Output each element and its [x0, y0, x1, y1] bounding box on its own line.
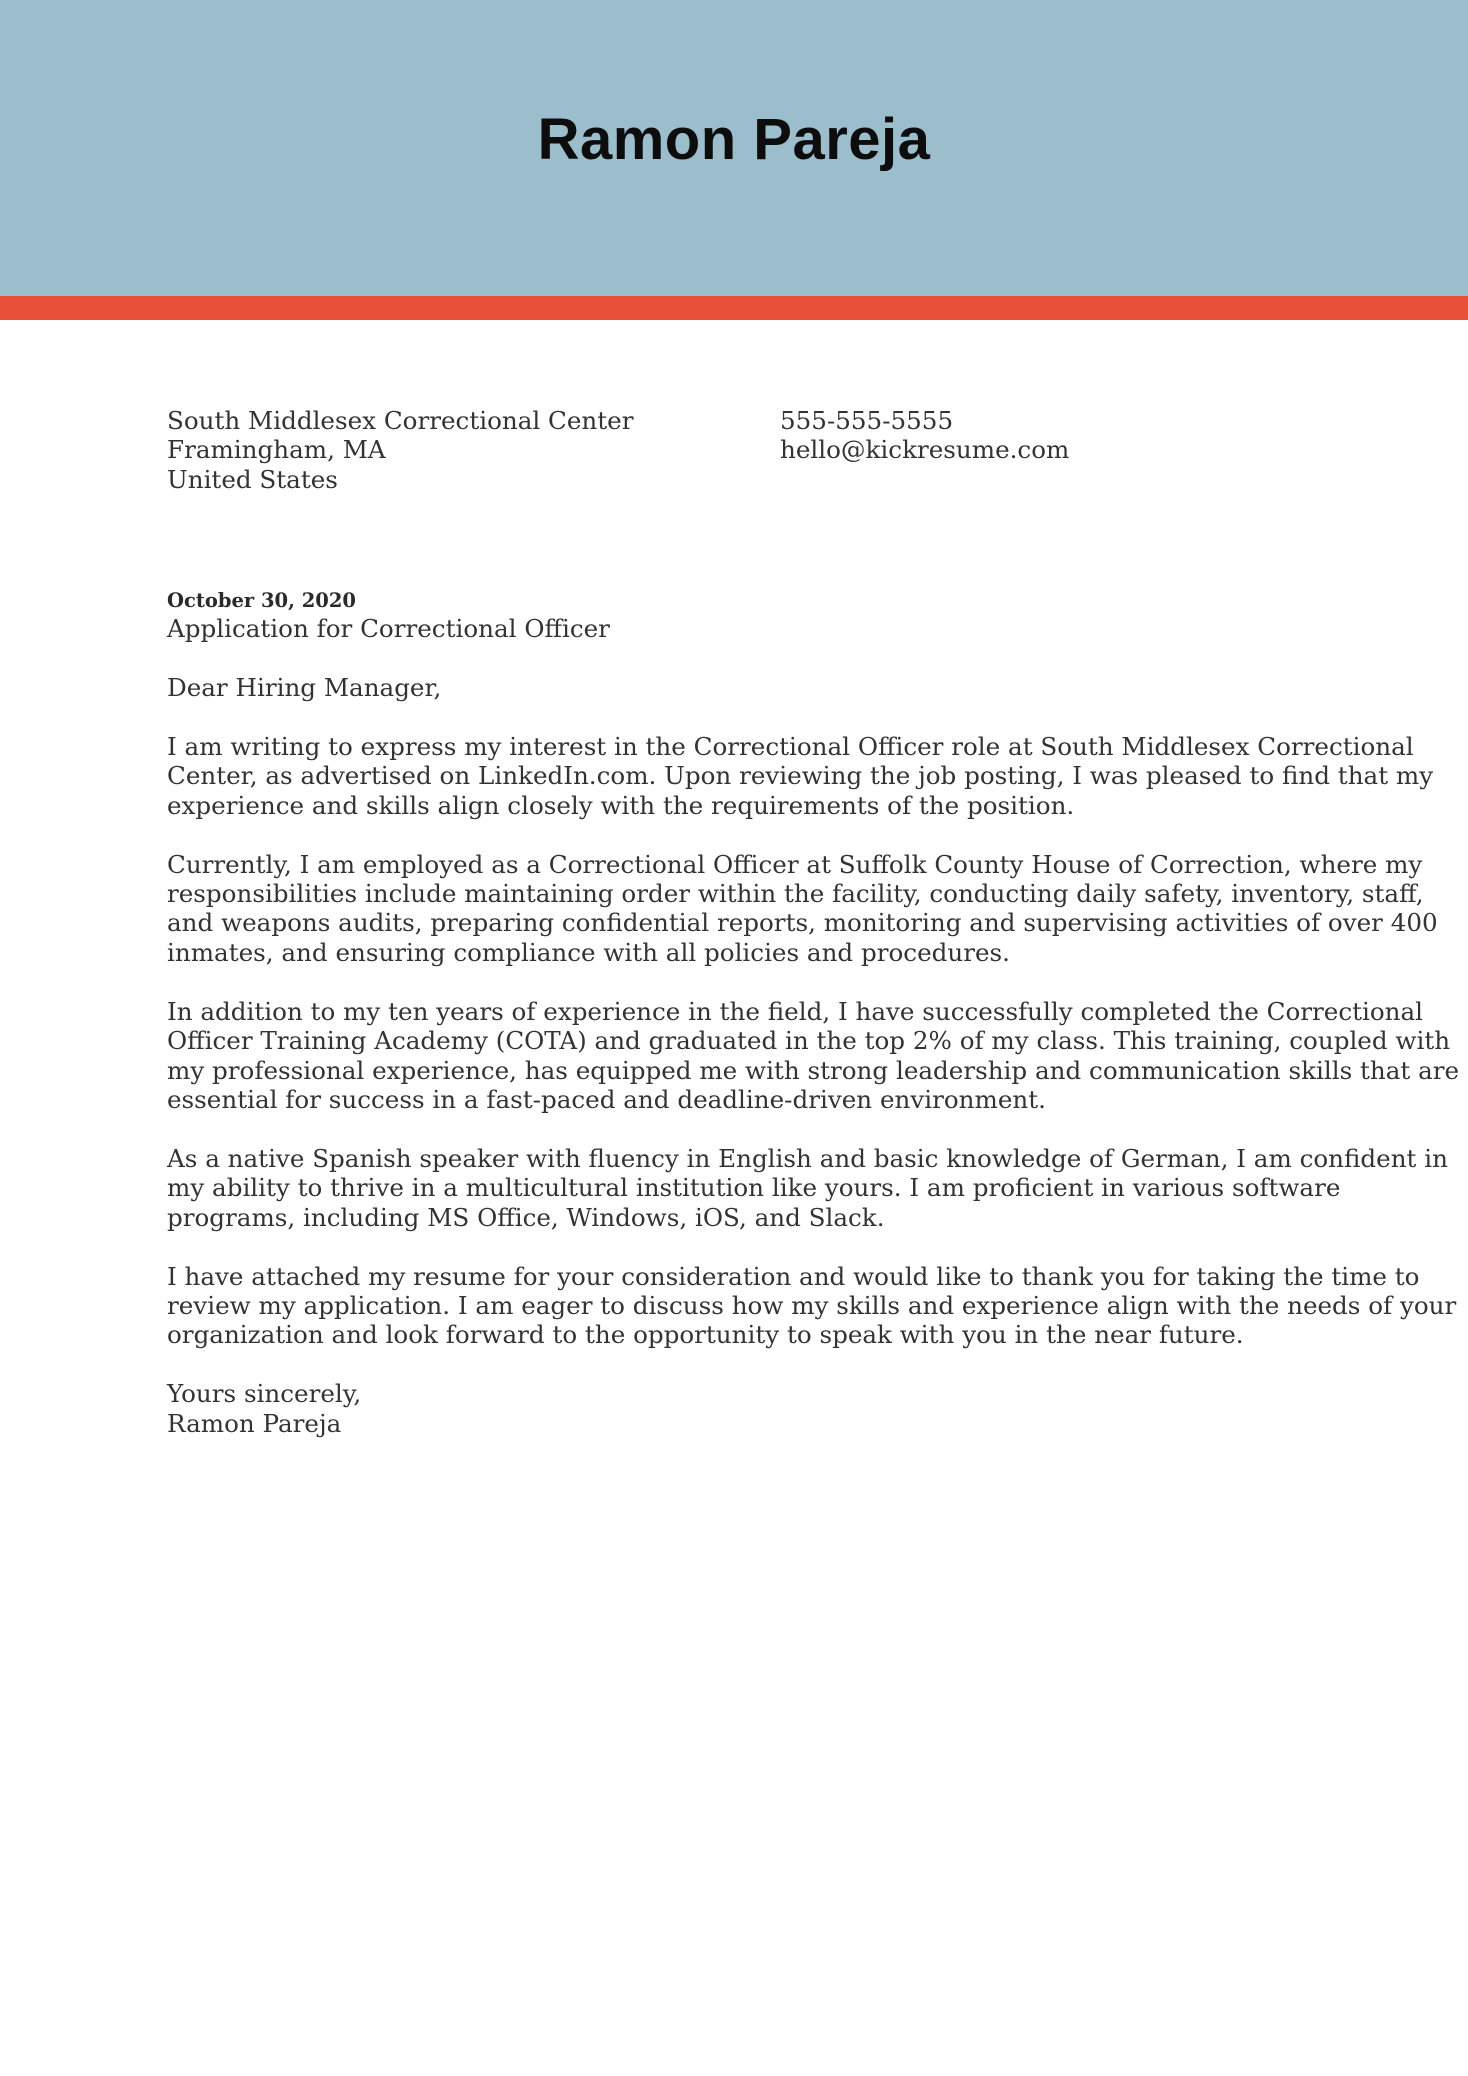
paragraph-line: Center, as advertised on LinkedIn.com. Upon reviewing the job posting, I was pleased to find that my	[167, 761, 1434, 791]
paragraph-line: Currently, I am employed as a Correctional Officer at Suffolk County House of Correction, where my	[167, 849, 1423, 879]
paragraph-line: In addition to my ten years of experience in the field, I have successfully completed the Correctional	[167, 996, 1424, 1026]
paragraph-line: organization and look forward to the opportunity to speak with you in the near future.	[167, 1320, 1244, 1350]
sender-contact	[780, 406, 1340, 465]
paragraph-line: and weapons audits, preparing confidential reports, monitoring and supervising activities of over 400	[167, 908, 1438, 938]
contact-email: hello@kickresume.com	[780, 435, 1070, 465]
address-line-country: United States	[167, 464, 338, 494]
address-line-organization: South Middlesex Correctional Center	[167, 406, 634, 435]
address-line-city: Framingham, MA	[167, 435, 386, 465]
paragraph-line: my ability to thrive in a multicultural institution like yours. I am proficient in various software	[167, 1173, 1341, 1203]
letter-body	[167, 588, 1460, 1438]
signature-name: Ramon Pareja	[167, 1408, 342, 1438]
paragraph-line: responsibilities include maintaining order within the facility, conducting daily safety, inventory, staff,	[167, 879, 1424, 909]
sign-off	[167, 1379, 1347, 1438]
paragraph-line: my professional experience, has equipped me with strong leadership and communication skills that are	[167, 1055, 1460, 1085]
recipient-address	[167, 406, 767, 494]
sender-name: Ramon Pareja	[537, 107, 931, 172]
paragraph-languages	[167, 1143, 1448, 1232]
paragraph-line: inmates, and ensuring compliance with all policies and procedures.	[167, 937, 1010, 967]
paragraph-line: I have attached my resume for your consideration and would like to thank you for taking the time to	[167, 1261, 1420, 1291]
salutation: Dear Hiring Manager,	[167, 673, 442, 702]
paragraph-line: review my application. I am eager to discuss how my skills and experience align with the needs of your	[167, 1291, 1457, 1320]
paragraph-closing	[167, 1261, 1457, 1350]
accent-bar	[0, 296, 1468, 320]
paragraph-current-role	[167, 849, 1438, 968]
closing-phrase: Yours sincerely,	[167, 1379, 362, 1409]
paragraph-line: experience and skills align closely with the requirements of the position.	[167, 790, 1075, 820]
contact-phone: 555-555-5555	[780, 406, 954, 435]
paragraph-line: I am writing to express my interest in the Correctional Officer role at South Middlesex Correctional	[167, 731, 1414, 761]
paragraph-interest	[167, 731, 1434, 820]
letter-header	[0, 0, 1468, 296]
paragraph-line: As a native Spanish speaker with fluency in English and basic knowledge of German, I am confident in	[167, 1143, 1448, 1173]
paragraph-line: programs, including MS Office, Windows, iOS, and Slack.	[167, 1202, 885, 1232]
paragraph-line: essential for success in a fast-paced and deadline-driven environment.	[167, 1084, 1046, 1114]
paragraph-experience	[167, 996, 1460, 1115]
letter-subject: Application for Correctional Officer	[167, 614, 610, 643]
letter-date: October 30, 2020	[167, 589, 356, 612]
paragraph-line: Officer Training Academy (COTA) and graduated in the top 2% of my class. This training, coupled with	[167, 1026, 1451, 1056]
